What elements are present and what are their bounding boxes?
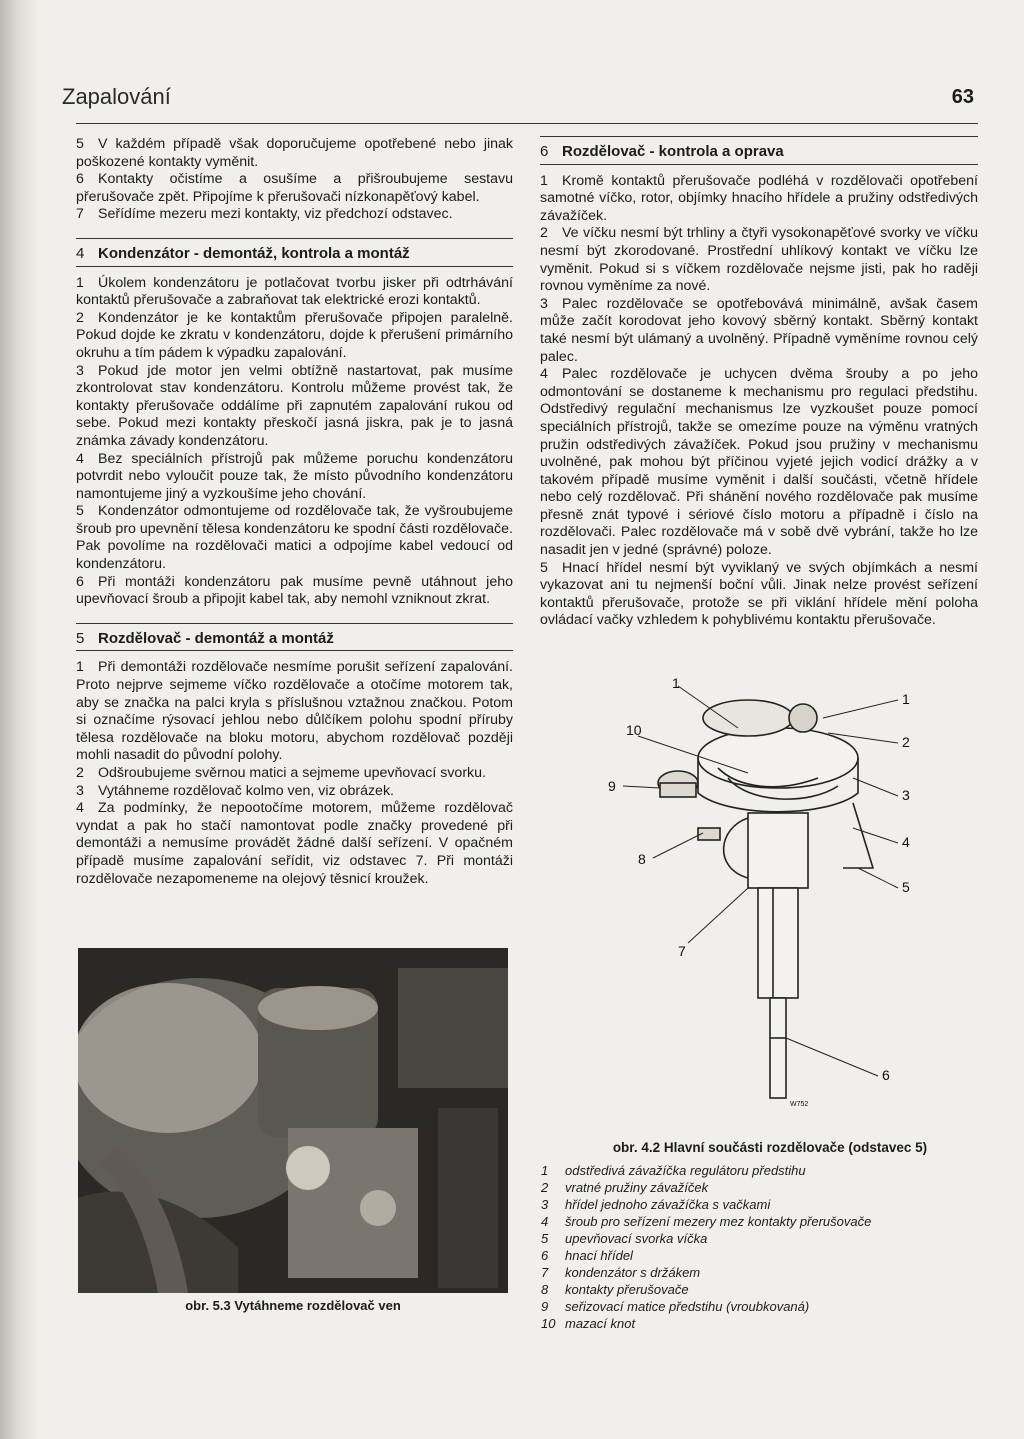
legend-text: odstředivá závažíčka regulátoru předstihu <box>565 1163 806 1178</box>
callout-3: 3 <box>902 787 910 803</box>
paragraph <box>76 451 513 504</box>
paragraph-number: 3 <box>76 362 84 379</box>
legend-text: vratné pružiny závažíček <box>565 1180 709 1195</box>
section-number: 6 <box>540 143 549 160</box>
paragraph-number: 6 <box>76 171 84 188</box>
paragraph-number: 7 <box>76 206 84 223</box>
paragraph-text: Bez speciálních přístrojů pak můžeme poruchu kondenzátoru potvrdit nebo vyloučit pouze tak, že místo původního kondenzátoru namontujeme jiný a vyzkoušíme jeho chování. <box>76 450 513 502</box>
paragraph-number: 5 <box>76 136 84 152</box>
paragraph-number: 5 <box>540 559 548 576</box>
legend-item <box>541 1247 981 1264</box>
paragraph-text: Vytáhneme rozdělovač kolmo ven, viz obrázek. <box>98 782 394 799</box>
paragraph <box>76 363 513 451</box>
legend-text: seřizovací matice předstihu (vroubkovaná) <box>565 1299 810 1314</box>
paragraph-text: Při demontáži rozdělovače nesmíme porušit seřízení zapalování. Proto nejprve sejmeme víčko rozdělovače a otočíme motorem tak, aby se značka na palci kryla s příslušnou vztažnou značkou. Potom si označíme rýsovací jehlou nebo důlčíkem polohu spodní příruby tělesa rozdělovače na bloku motoru, abychom rozdělovač později mohli nasadit do původní polohy. <box>76 659 513 764</box>
paragraph-number: 4 <box>540 366 548 383</box>
legend-text: hnací hřídel <box>565 1248 633 1263</box>
paragraph-text: Palec rozdělovače je uchycen dvěma šrouby a po jeho odmontování se dostaneme k mechanismu pro regulaci předstihu. Odstředivý regulační mechanismus lze vyzkoušet pouze pomocí speciálních přístrojů, takže se omezíme pouze na výměnu vratných pružin odstředivých závažíček. Pokud jsou pružiny v mechanismu uvolněné, pak mohou být příčinou vyjeté jejich vodicí drážky a v takovém případě musíme vyměnit i další součásti, včetně hřídele nebo celý rozdělovač. Při shánění nového rozdělovače pak musíme přesně znát typové i sériové číslo motoru a případně i číslo na rozdělovači. Palec rozdělovače má v sobě dvě vybrání, takže ho lze nasadit jen v jedné (správné) poloze. <box>540 366 978 559</box>
legend-number: 5 <box>541 1231 549 1246</box>
paragraph-number: 2 <box>540 225 548 242</box>
paragraph-number: 3 <box>76 782 84 799</box>
paragraph-number: 3 <box>540 295 548 312</box>
right-column <box>540 136 978 630</box>
paragraph-number: 5 <box>76 503 84 520</box>
paragraph-number: 1 <box>76 274 84 291</box>
legend-item <box>541 1230 981 1247</box>
legend-text: upevňovací svorka víčka <box>565 1231 708 1246</box>
paragraph <box>76 171 513 206</box>
legend-number: 10 <box>541 1316 556 1331</box>
paragraph-text: Ve víčku nesmí být trhliny a čtyři vysokonapěťové svorky ve víčku nesmí být zkorodované. Prostřední uhlíkový kontakt ve víčku lze vyměnit. Pokud si s víčkem rozdělovače nejsme jisti, pak ho raději rovnou vyměníme za nové. <box>540 225 978 295</box>
callout-5: 5 <box>902 879 910 895</box>
paragraph-text: Za podmínky, že nepootočíme motorem, můžeme rozdělovač vyndat a pak ho stačí namontovat podle značky provedené při demontáži a nemusíme provádět žádné další seřízení. V opačném případě musíme zapalování seřídit, viz odstavec 7. Při montáži rozdělovače nezapomeneme na olejový těsnicí kroužek. <box>76 800 513 887</box>
callout-9: 9 <box>608 778 616 794</box>
legend-item <box>541 1196 981 1213</box>
callout-1b: 1 <box>902 691 910 707</box>
legend-item <box>541 1213 981 1230</box>
figure-legend <box>541 1162 981 1332</box>
legend-number: 3 <box>541 1197 549 1212</box>
section-number: 5 <box>76 629 85 647</box>
figure-caption: obr. 4.2 Hlavní součásti rozdělovače (odstavec 5) <box>612 1140 928 1155</box>
callout-8: 8 <box>638 851 646 867</box>
legend-item <box>541 1162 981 1179</box>
section-number: 4 <box>76 244 85 262</box>
page-number: 63 <box>951 86 974 108</box>
paragraph <box>540 296 978 366</box>
paragraph-text: Palec rozdělovače se opotřebovává minimálně, avšak časem může začít korodovat jeho kovový sběrný kontakt. Sběrný kontakt také nesmí být ulámaný a uvolněný. Případně vyměníme rovnou celý palec. <box>540 295 978 365</box>
legend-number: 4 <box>541 1214 549 1229</box>
paragraph <box>76 503 513 573</box>
legend-item <box>541 1298 981 1315</box>
callout-1a: 1 <box>672 678 680 691</box>
paragraph-number: 4 <box>76 800 84 817</box>
paragraph <box>76 310 513 363</box>
legend-number: 7 <box>541 1265 549 1280</box>
paragraph-number: 6 <box>76 573 84 590</box>
section-heading-5 <box>76 623 513 652</box>
paragraph <box>76 275 513 310</box>
legend-text: hřídel jednoho závažíčka s vačkami <box>565 1197 771 1212</box>
chapter-title: Zapalování <box>62 84 171 109</box>
callout-10: 10 <box>626 722 642 738</box>
paragraph <box>540 173 978 226</box>
legend-text: kontakty přerušovače <box>565 1282 689 1297</box>
legend-item <box>541 1179 981 1196</box>
page-binding-shadow <box>0 0 38 1439</box>
paragraph-text: V každém případě však doporučujeme opotřebené nebo jinak poškozené kontakty vyměnit. <box>76 136 513 170</box>
section-heading-4 <box>76 238 513 267</box>
callout-4: 4 <box>902 834 910 850</box>
paragraph-text: Úkolem kondenzátoru je potlačovat tvorbu jisker při odtrhávání kontaktů přerušovače a zabraňovat tak elektrické erozi kontaktů. <box>76 274 513 309</box>
paragraph-number: 2 <box>76 765 84 781</box>
paragraph-text: Seřídíme mezeru mezi kontakty, viz předchozí odstavec. <box>98 206 453 223</box>
paragraph-text: Kontakty očistíme a osušíme a přišroubujeme sestavu přerušovače zpět. Připojíme k přerušovači nízkonapěťový kabel. <box>76 171 513 205</box>
paragraph <box>540 225 978 295</box>
legend-number: 9 <box>541 1299 549 1314</box>
legend-text: šroub pro seřízení mezery mez kontakty přerušovače <box>565 1214 872 1229</box>
legend-item <box>541 1264 981 1281</box>
paragraph <box>76 574 513 609</box>
callout-2: 2 <box>902 734 910 750</box>
paragraph-text: Kromě kontaktů přerušovače podléhá v rozdělovači opotřebení samotné víčko, rotor, objímky hnacího hřídele a pružiny odstředivých závažíček. <box>540 172 978 224</box>
paragraph-text: Odšroubujeme svěrnou matici a sejmeme upevňovací svorku. <box>98 765 486 781</box>
paragraph-number: 1 <box>540 172 548 189</box>
paragraph <box>76 783 513 801</box>
paragraph <box>76 659 513 765</box>
section-title: Kondenzátor - demontáž, kontrola a montáž <box>98 244 410 262</box>
paragraph-number: 4 <box>76 450 84 467</box>
paragraph-number: 2 <box>76 309 84 326</box>
callout-6: 6 <box>882 1067 890 1083</box>
distributor-diagram <box>598 678 928 1118</box>
paragraph <box>540 560 978 630</box>
paragraph <box>76 800 513 888</box>
paragraph-text: Kondenzátor je ke kontaktům přerušovače připojen paralelně. Pokud dojde ke zkratu v kondenzátoru, dojde k přerušení primárního okruhu a tím pádem k výpadku zapalování. <box>76 309 513 361</box>
paragraph <box>76 206 513 224</box>
legend-item <box>541 1315 981 1332</box>
paragraph <box>76 765 513 783</box>
paragraph-text: Hnací hřídel nesmí být vyviklaný ve svých objímkách a nesmí vykazovat ani tu nejmenší boční vůli. Jinak nelze provést seřízení kontaktů přerušovače, protože se při viklání hřídele mění poloha ovládací vačky vzhledem k pohyblivému kontaktu přerušovače. <box>540 559 978 629</box>
legend-number: 2 <box>541 1180 549 1195</box>
intro-paragraphs <box>76 136 513 224</box>
figure-code: W752 <box>790 1101 809 1108</box>
paragraph-number: 1 <box>76 659 84 676</box>
legend-number: 1 <box>541 1163 549 1178</box>
legend-text: kondenzátor s držákem <box>565 1265 701 1280</box>
left-column <box>76 136 513 888</box>
paragraph <box>540 366 978 560</box>
legend-number: 6 <box>541 1248 549 1263</box>
section-title: Rozdělovač - kontrola a oprava <box>562 143 784 160</box>
paragraph-text: Kondenzátor odmontujeme od rozdělovače tak, že vyšroubujeme šroub pro upevnění tělesa kondenzátoru ke spodní části rozdělovače. Pak povolíme na rozdělovači matici a odpojíme kabel vedoucí od kondenzátoru. <box>76 503 513 573</box>
paragraph-text: Při montáži kondenzátoru pak musíme pevně utáhnout jeho upevňovací šroub a připojit kabel tak, aby nemohl vzniknout zkrat. <box>76 573 513 608</box>
legend-number: 8 <box>541 1282 549 1297</box>
photo-caption: obr. 5.3 Vytáhneme rozdělovač ven <box>185 1298 401 1313</box>
header-divider <box>76 123 978 124</box>
paragraph-text: Pokud jde motor jen velmi obtížně nastartovat, pak musíme zkontrolovat stav kondenzátoru. Kontrolu můžeme provést tak, že kontakty přerušovače oddálíme při zapnutém zapalování rukou od sebe. Pokud mezi kontakty přeskočí jasná jiskra, pak je to jasná známka závady kondenzátoru. <box>76 362 513 449</box>
legend-text: mazací knot <box>565 1316 636 1331</box>
distributor-removal-photo <box>78 948 508 1293</box>
paragraph <box>76 136 513 171</box>
section-title: Rozdělovač - demontáž a montáž <box>98 629 334 647</box>
section-heading-6 <box>540 136 978 165</box>
callout-7: 7 <box>678 943 686 959</box>
legend-item <box>541 1281 981 1298</box>
